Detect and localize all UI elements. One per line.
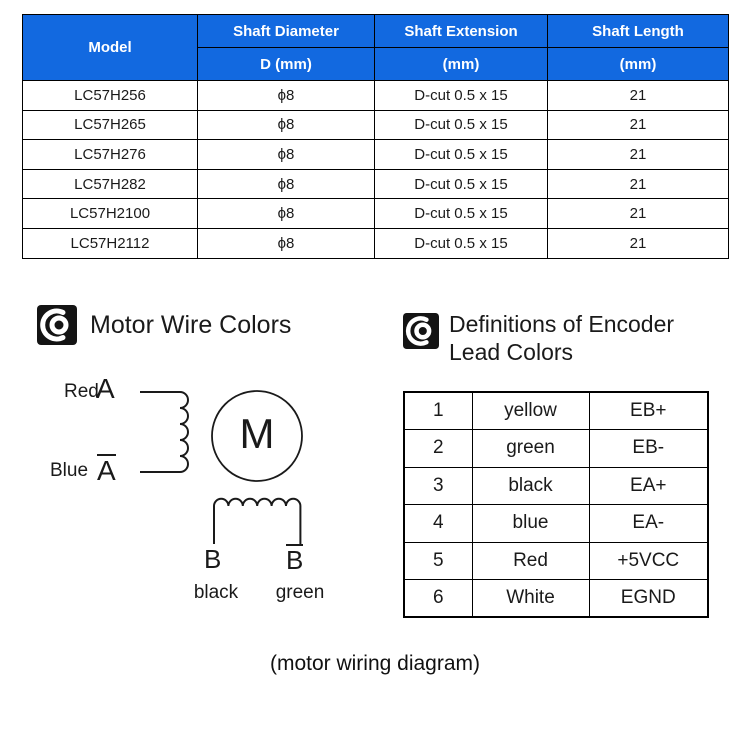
model-cell: LC57H256 (23, 81, 198, 111)
subheader-length-unit: (mm) (548, 48, 729, 81)
extension-cell: D-cut 0.5 x 15 (375, 199, 548, 229)
table-row (23, 81, 729, 111)
extension-cell: D-cut 0.5 x 15 (375, 140, 548, 170)
wire-label-blue: Blue (50, 460, 89, 481)
color-cell: White (472, 580, 589, 618)
phase-a-bar-letter: A (97, 455, 116, 486)
table-row (404, 580, 708, 618)
extension-cell: D-cut 0.5 x 15 (375, 81, 548, 111)
table-row (23, 228, 729, 258)
section-title (449, 310, 674, 366)
color-cell: green (472, 430, 589, 468)
section-title-line2: Lead Colors (449, 339, 574, 365)
table-row (404, 430, 708, 468)
encoder-table-section (403, 391, 709, 618)
phase-b-label: B (204, 544, 222, 574)
diameter-cell: ϕ8 (198, 110, 375, 140)
pin-cell: 1 (404, 392, 472, 430)
table-row (23, 169, 729, 199)
diagram-caption: (motor wiring diagram) (269, 652, 481, 675)
motor-wiring-diagram (40, 372, 380, 627)
signal-cell: EB+ (589, 392, 708, 430)
header-model: Model (23, 15, 198, 81)
section-title-line1: Definitions of Encoder (449, 311, 675, 337)
model-cell: LC57H2100 (23, 199, 198, 229)
signal-cell: EA- (589, 505, 708, 543)
wire-label-black: black (193, 582, 239, 603)
model-cell: LC57H276 (23, 140, 198, 170)
table-row (23, 140, 729, 170)
length-cell: 21 (548, 110, 729, 140)
header-shaft-extension: Shaft Extension (375, 15, 548, 48)
motor-wire-colors-heading (37, 305, 291, 345)
bullseye-icon (37, 305, 77, 345)
extension-cell: D-cut 0.5 x 15 (375, 228, 548, 258)
subheader-extension-unit: (mm) (375, 48, 548, 81)
model-cell: LC57H265 (23, 110, 198, 140)
table-row (23, 199, 729, 229)
pin-cell: 4 (404, 505, 472, 543)
spec-table-section (22, 14, 729, 259)
table-row (23, 110, 729, 140)
table-row (404, 392, 708, 430)
pin-cell: 3 (404, 467, 472, 505)
diameter-cell: ϕ8 (198, 169, 375, 199)
length-cell: 21 (548, 169, 729, 199)
extension-cell: D-cut 0.5 x 15 (375, 110, 548, 140)
wire-label-red: Red (64, 381, 99, 402)
length-cell: 21 (548, 228, 729, 258)
length-cell: 21 (548, 81, 729, 111)
diameter-cell: ϕ8 (198, 228, 375, 258)
signal-cell: EB- (589, 430, 708, 468)
diameter-cell: ϕ8 (198, 140, 375, 170)
table-row (404, 505, 708, 543)
pin-cell: 6 (404, 580, 472, 618)
model-cell: LC57H2112 (23, 228, 198, 258)
extension-cell: D-cut 0.5 x 15 (375, 169, 548, 199)
signal-cell: EGND (589, 580, 708, 618)
color-cell: yellow (472, 392, 589, 430)
color-cell: black (472, 467, 589, 505)
motor-symbol: M (239, 410, 275, 457)
diameter-cell: ϕ8 (198, 81, 375, 111)
wire-label-green: green (275, 582, 325, 603)
diameter-cell: ϕ8 (198, 199, 375, 229)
phase-b-bar-label (286, 544, 303, 576)
subheader-diameter-unit: D (mm) (198, 48, 375, 81)
table-row (404, 467, 708, 505)
pin-cell: 5 (404, 542, 472, 580)
encoder-lead-colors-heading (403, 310, 674, 366)
phase-a-bar-label (97, 454, 116, 487)
header-shaft-diameter: Shaft Diameter (198, 15, 375, 48)
color-cell: blue (472, 505, 589, 543)
signal-cell: +5VCC (589, 542, 708, 580)
section-title: Motor Wire Colors (90, 310, 292, 339)
bullseye-icon (403, 313, 439, 349)
model-cell: LC57H282 (23, 169, 198, 199)
length-cell: 21 (548, 140, 729, 170)
pin-cell: 2 (404, 430, 472, 468)
table-header-row (23, 15, 729, 48)
length-cell: 21 (548, 199, 729, 229)
shaft-spec-table (22, 14, 729, 259)
phase-a-label: A (96, 373, 115, 404)
header-shaft-length: Shaft Length (548, 15, 729, 48)
phase-b-bar-letter: B (286, 545, 304, 575)
table-row (404, 542, 708, 580)
encoder-lead-table (403, 391, 709, 618)
color-cell: Red (472, 542, 589, 580)
signal-cell: EA+ (589, 467, 708, 505)
